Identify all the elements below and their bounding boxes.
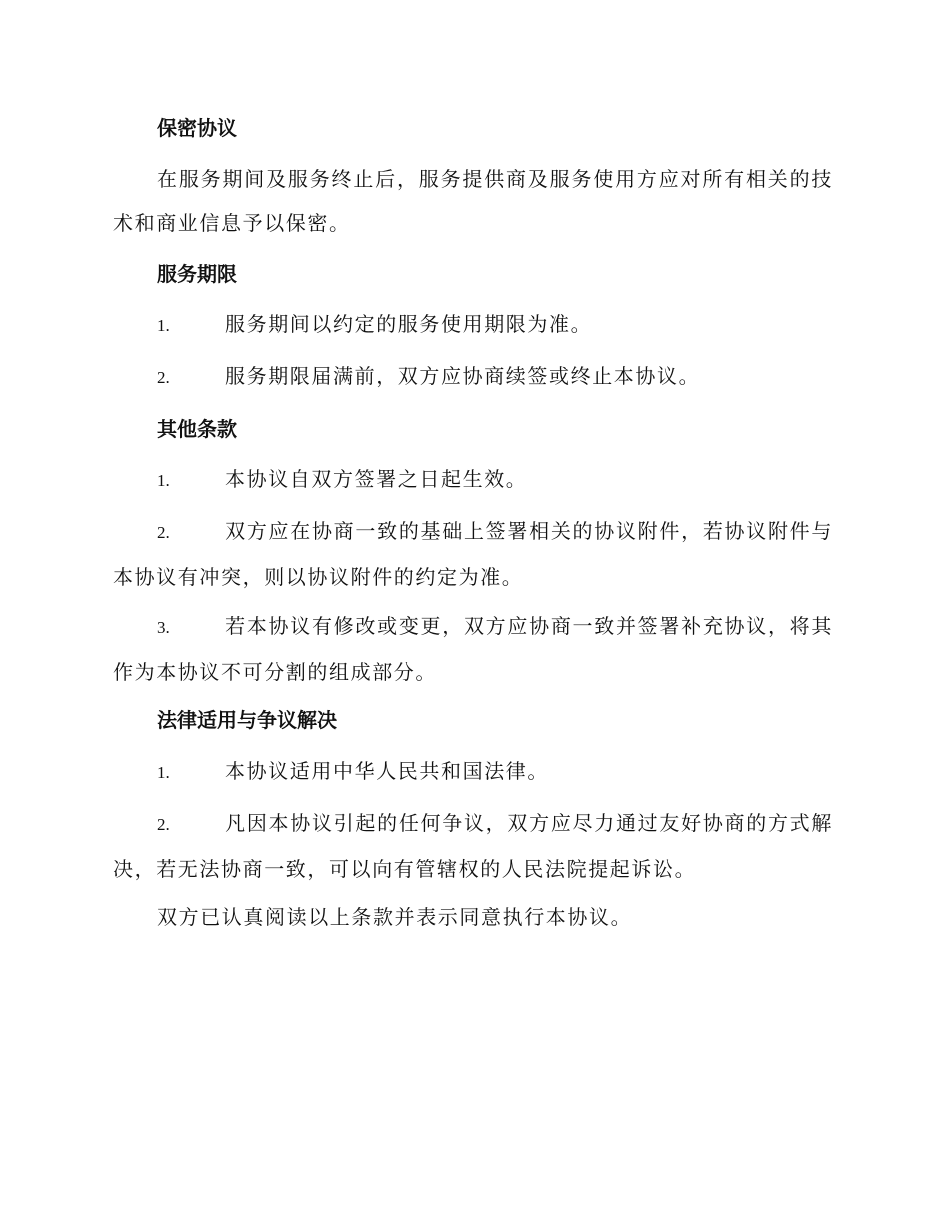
section-heading-law: 法律适用与争议解决 xyxy=(157,708,337,732)
list-item-text: 双方应在协商一致的基础上签署相关的协议附件，若协议附件与本协议有冲突，则以协议附件的约定为准。 xyxy=(113,519,833,589)
list-item-number: 1. xyxy=(157,316,170,335)
list-item xyxy=(113,801,833,891)
section-heading-confidentiality: 保密协议 xyxy=(157,116,237,140)
list-item xyxy=(113,457,833,503)
list-item-text: 若本协议有修改或变更，双方应协商一致并签署补充协议，将其作为本协议不可分割的组成部分。 xyxy=(113,614,833,684)
list-item xyxy=(113,354,833,400)
list-item-number: 3. xyxy=(157,618,170,637)
list-item-text: 服务期间以约定的服务使用期限为准。 xyxy=(225,312,593,336)
list-item xyxy=(113,604,833,694)
list-item-number: 2. xyxy=(157,368,170,387)
section-heading-other: 其他条款 xyxy=(157,417,237,441)
list-item xyxy=(113,749,833,795)
list-item-number: 1. xyxy=(157,763,170,782)
list-item xyxy=(113,509,833,599)
list-item xyxy=(113,302,833,348)
closing-paragraph: 双方已认真阅读以上条款并表示同意执行本协议。 xyxy=(157,905,633,929)
list-item-text: 本协议自双方签署之日起生效。 xyxy=(225,467,528,491)
list-item-text: 凡因本协议引起的任何争议，双方应尽力通过友好协商的方式解决，若无法协商一致，可以向有管辖权的人民法院提起诉讼。 xyxy=(113,811,833,881)
confidentiality-paragraph: 在服务期间及服务终止后，服务提供商及服务使用方应对所有相关的技术和商业信息予以保密。 xyxy=(113,167,833,235)
list-item-number: 2. xyxy=(157,815,170,834)
list-item-number: 2. xyxy=(157,523,170,542)
list-item-text: 本协议适用中华人民共和国法律。 xyxy=(225,759,549,783)
list-item-text: 服务期限届满前，双方应协商续签或终止本协议。 xyxy=(225,364,701,388)
list-item-number: 1. xyxy=(157,471,170,490)
section-heading-term: 服务期限 xyxy=(157,262,237,286)
